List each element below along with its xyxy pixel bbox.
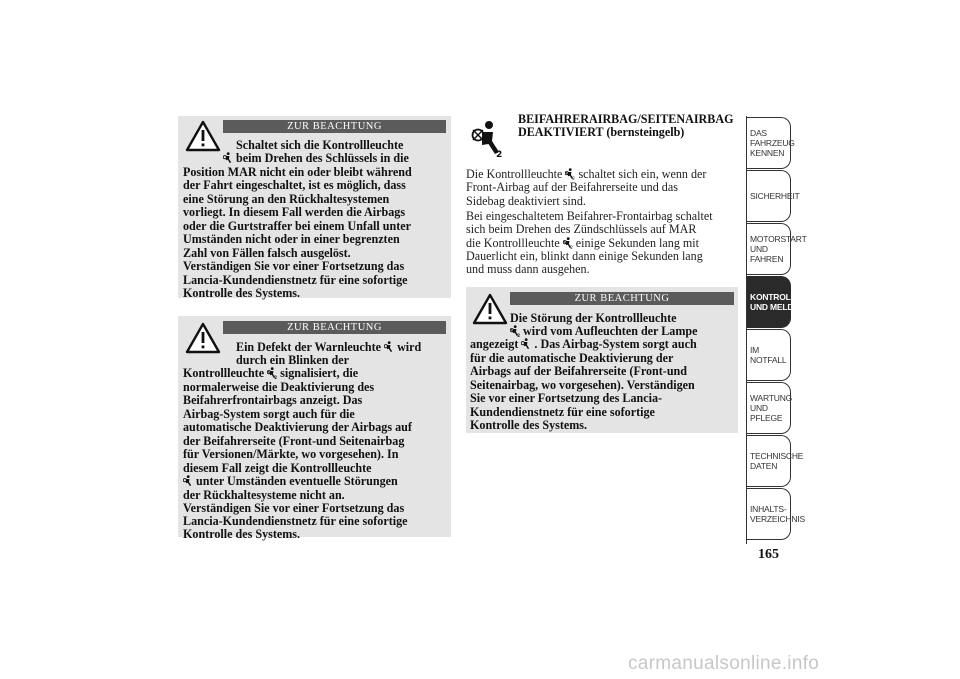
warning-line: angezeigt [470, 337, 519, 351]
warning-triangle-icon [185, 322, 221, 354]
passenger-airbag-off-icon [563, 237, 573, 249]
warning-header: ZUR BEACHTUNG [510, 292, 734, 305]
body-text: schaltet sich ein, wenn der [578, 167, 707, 181]
warning-header: ZUR BEACHTUNG [223, 120, 446, 133]
passenger-airbag-off-icon [470, 118, 504, 158]
nav-tab-fahrzeug-kennen[interactable]: DAS FAHRZEUG KENNEN [747, 117, 791, 169]
body-text: Dauerlicht ein, blinkt dann einige Sekunden lang [466, 249, 703, 263]
warning-line: diesem Fall zeigt die Kontrollleuchte [183, 461, 372, 475]
warning-line: Beifahrerfrontairbags anzeigt. Das [183, 393, 363, 407]
warning-line: Position MAR nicht ein oder bleibt während [183, 165, 412, 179]
warning-line: oder die Gurtstraffer bei einem Unfall unter [183, 219, 411, 233]
section-title: DEAKTIVIERT (bernsteingelb) [518, 125, 685, 139]
section-title: BEIFAHRERAIRBAG/SEITENAIRBAG [518, 112, 734, 126]
warning-box-2 [178, 316, 451, 541]
warning-line: wird [397, 340, 422, 354]
warning-line: Umständen nicht oder in einer begrenzten [183, 232, 400, 246]
warning-line: Schaltet sich die Kontrollleuchte [236, 138, 404, 152]
passenger-airbag-off-icon [565, 168, 575, 180]
nav-tab-sicherheit[interactable]: SICHERHEIT [747, 170, 791, 222]
body-text: sich beim Drehen des Zündschlüssels auf MAR [466, 222, 697, 236]
warning-line: Sie vor einer Fortsetzung des Lancia- [470, 391, 663, 405]
nav-tab-inhaltsverzeichnis[interactable]: INHALTS- VERZEICHNIS [747, 488, 791, 540]
warning-line: der Rückhaltesysteme nicht an. [183, 488, 345, 502]
nav-tab-wartung[interactable]: WARTUNG UND PFLEGE [747, 382, 791, 434]
passenger-airbag-off-icon [510, 325, 520, 337]
body-text: einige Sekunden lang mit [575, 236, 700, 250]
warning-line: Die Störung der Kontrollleuchte [510, 311, 677, 325]
warning-line: für Versionen/Märkte, wo vorgesehen). In [183, 447, 399, 461]
warning-triangle-icon [472, 293, 508, 325]
body-text: die Kontrollleuchte [466, 236, 560, 250]
warning-line: vorliegt. In diesem Fall werden die Airbags [183, 205, 406, 219]
body-text: Front-Airbag auf der Beifahrerseite und das [466, 180, 678, 194]
page-number: 165 [758, 547, 779, 562]
body-text: Sidebag deaktiviert sind. [466, 194, 586, 208]
warning-line: wird vom Aufleuchten der Lampe [523, 324, 698, 338]
warning-line: signalisiert, die [280, 366, 359, 380]
warning-line: Airbag-System sorgt auch für die [183, 407, 355, 421]
nav-tab-im-notfall[interactable]: IM NOTFALL [747, 329, 791, 381]
warning-line: durch ein Blinken der [236, 353, 350, 367]
body-text: Bei eingeschaltetem Beifahrer-Frontairbag schaltet [466, 209, 713, 223]
body-text: und muss dann ausgehen. [466, 262, 590, 276]
warning-header: ZUR BEACHTUNG [223, 321, 446, 334]
airbag-warning-icon [183, 475, 193, 487]
warning-line: Verständigen Sie vor einer Fortsetzung das [183, 259, 405, 273]
airbag-warning-icon [384, 341, 394, 353]
warning-line: normalerweise die Deaktivierung des [183, 380, 375, 394]
warning-line: Ein Defekt der Warnleuchte [236, 340, 382, 354]
warning-triangle-icon [185, 120, 221, 152]
warning-line: der Fahrt eingeschaltet, ist es möglich, dass [183, 178, 406, 192]
nav-tab-motorstart[interactable]: MOTORSTART UND FAHREN [747, 223, 791, 275]
warning-line: Verständigen Sie vor einer Fortsetzung das [183, 501, 405, 515]
nav-tab-kontrollleuchten[interactable]: KONTROLLLEUCHTEN UND MELDUNGEN [747, 276, 791, 328]
warning-box-1 [178, 116, 451, 298]
warning-line: beim Drehen des Schlüssels in die [236, 151, 409, 165]
warning-line: unter Umständen eventuelle Störungen [196, 474, 398, 488]
airbag-warning-icon [223, 152, 233, 164]
warning-line: Kundendienstnetz für eine sofortige [470, 405, 655, 419]
warning-line: Airbags auf der Beifahrerseite (Front-und [470, 364, 688, 378]
warning-line: Lancia-Kundendienstnetz für eine sofortige [183, 514, 408, 528]
warning-line: Seitenairbag, wo vorgesehen). Verständigen [470, 378, 695, 392]
warning-line: . Das Airbag-System sorgt auch [534, 337, 697, 351]
warning-line: für die automatische Deaktivierung der [470, 351, 674, 365]
warning-box-3 [466, 287, 738, 433]
warning-line: Kontrolle des Systems. [183, 527, 301, 541]
passenger-airbag-off-icon [267, 367, 277, 379]
watermark: carmanualsonline.info [628, 653, 820, 674]
warning-line: Kontrolle des Systems. [183, 286, 301, 300]
warning-line: automatische Deaktivierung der Airbags auf [183, 420, 412, 434]
warning-line: Kontrolle des Systems. [470, 418, 588, 432]
warning-line: der Beifahrerseite (Front-und Seitenairbag [183, 434, 405, 448]
warning-line: eine Störung an den Rückhaltesystemen [183, 192, 390, 206]
warning-line: Zahl von Fällen falsch ausgelöst. [183, 246, 351, 260]
body-text: Die Kontrollleuchte [466, 167, 563, 181]
airbag-warning-icon [521, 338, 531, 350]
warning-line: Kontrollleuchte [183, 366, 265, 380]
warning-line: Lancia-Kundendienstnetz für eine sofortige [183, 273, 408, 287]
nav-tab-technische-daten[interactable]: TECHNISCHE DATEN [747, 435, 791, 487]
svg-text:2: 2 [496, 150, 503, 158]
